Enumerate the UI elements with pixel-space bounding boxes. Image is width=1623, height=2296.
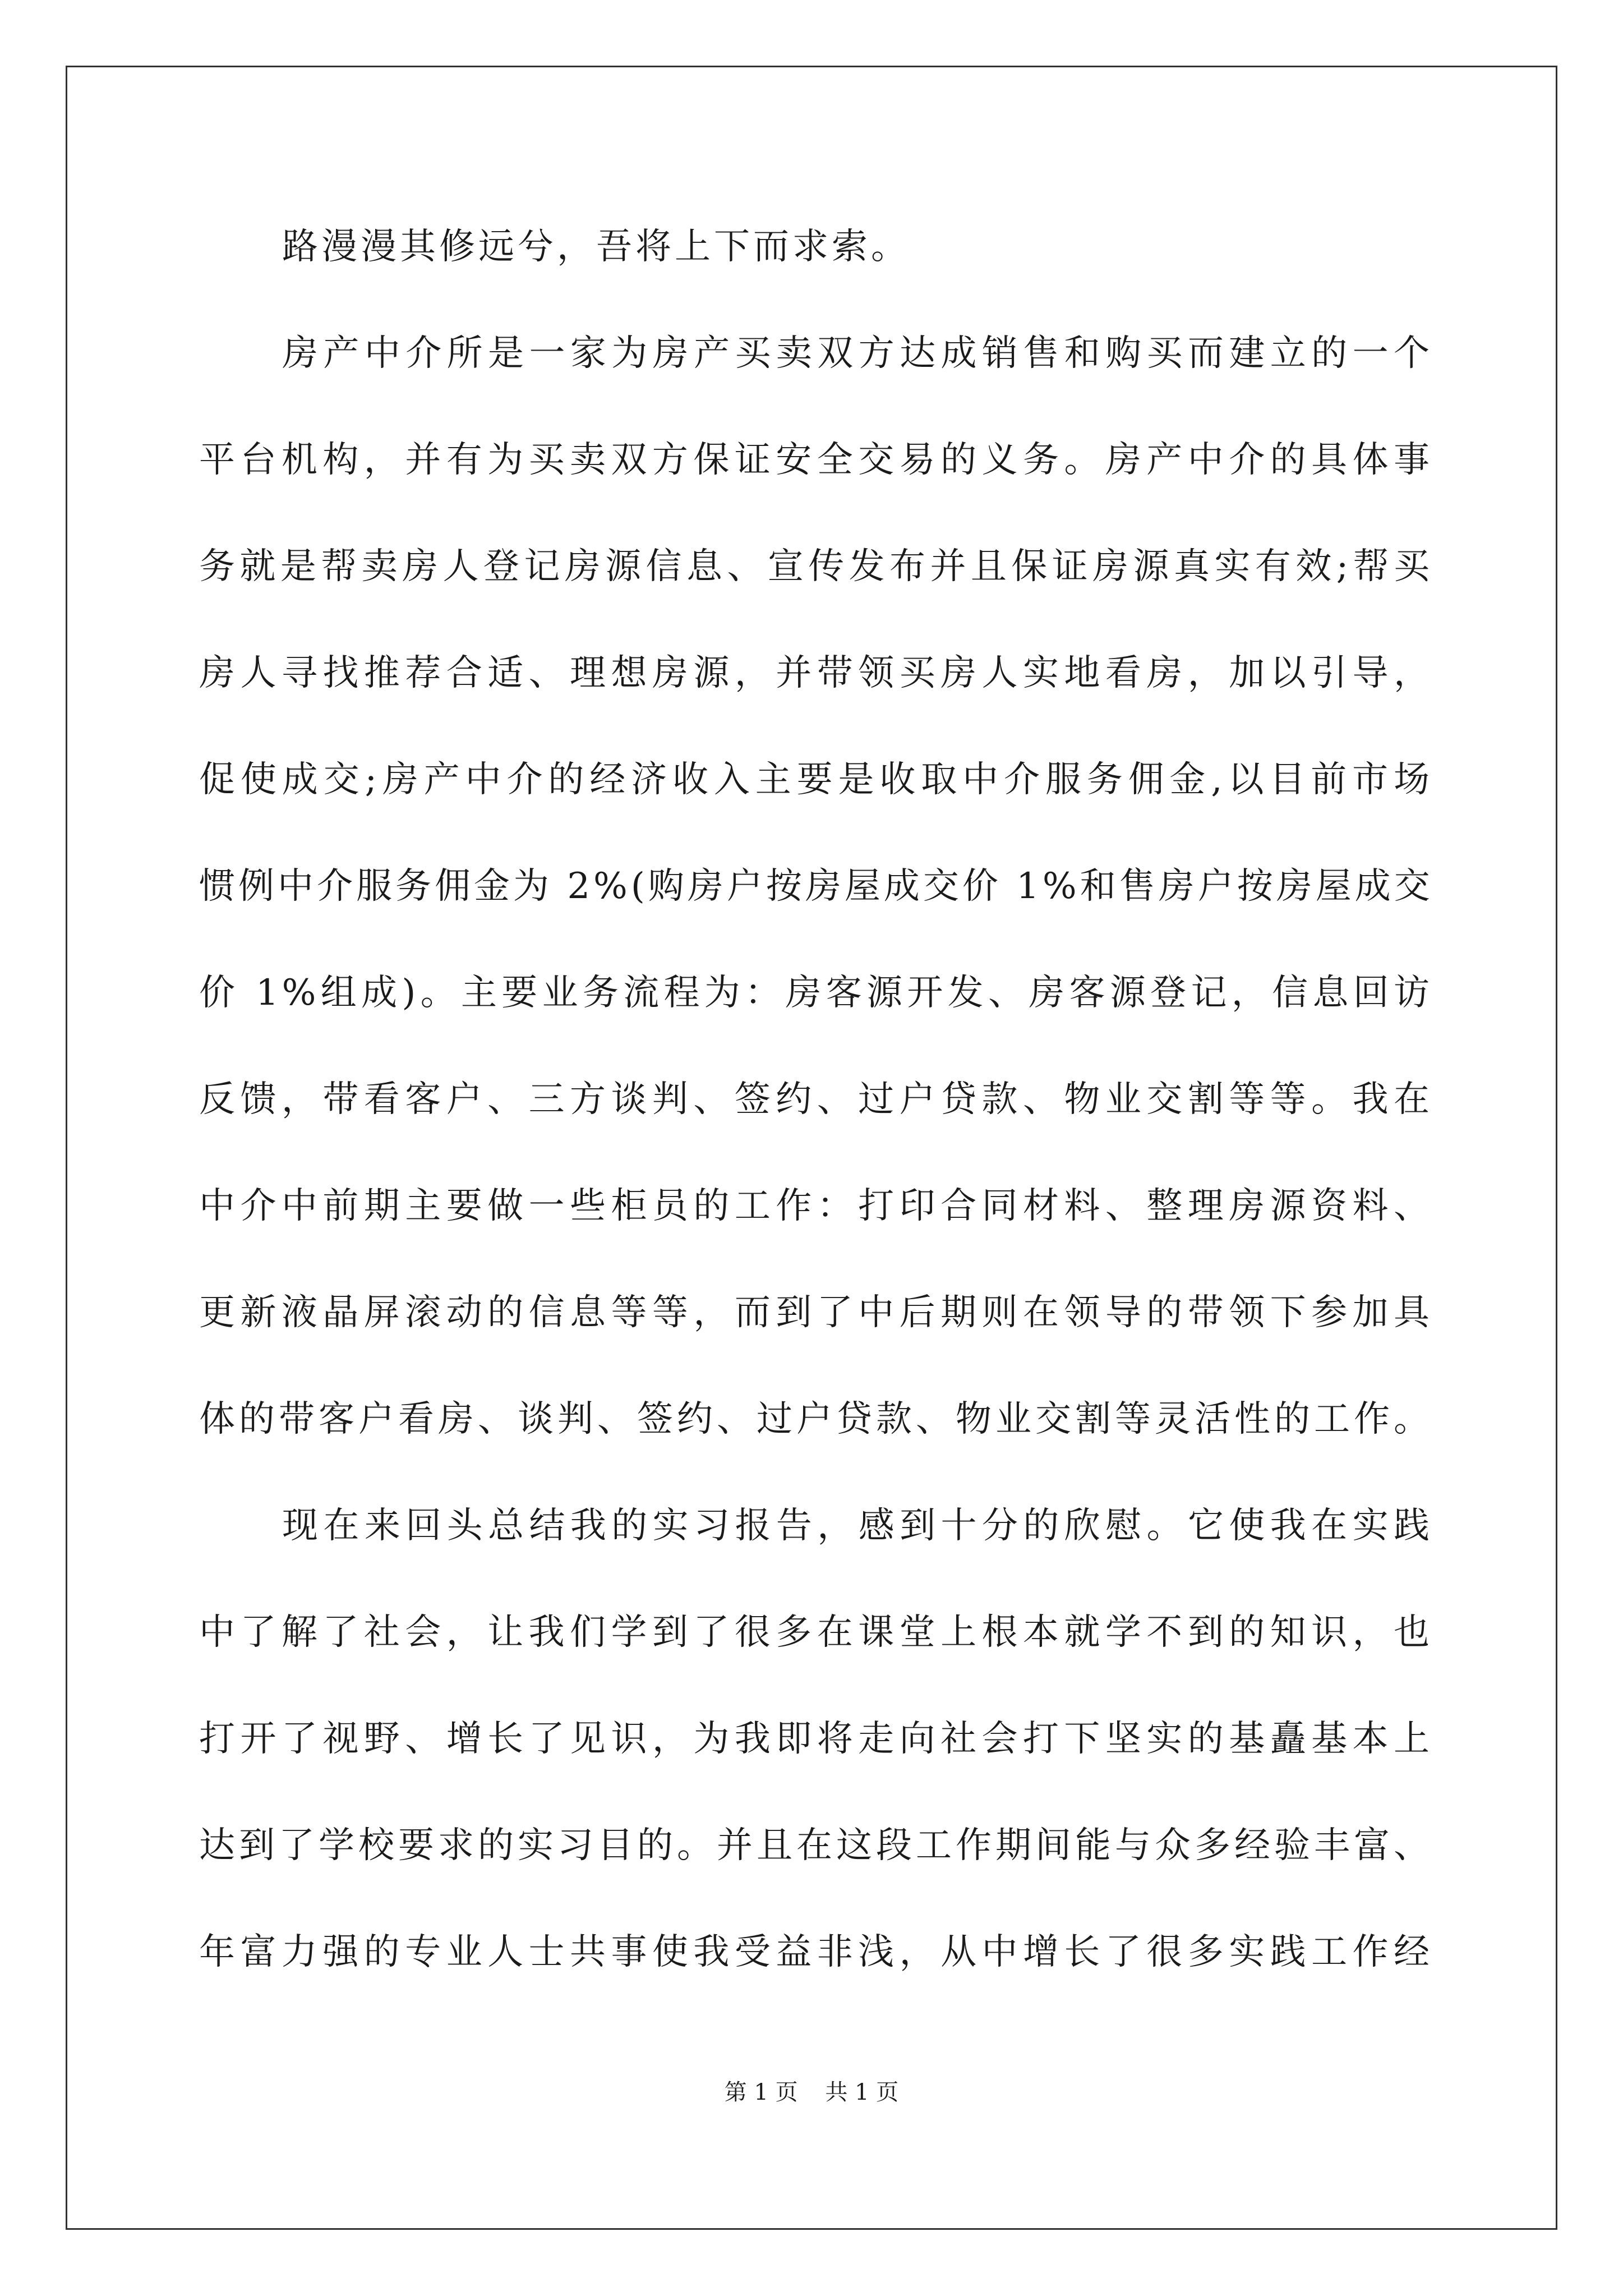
text-line: 价 1%组成)。主要业务流程为：房客源开发、房客源登记，信息回访 xyxy=(199,972,1433,1014)
text-line: 促使成交;房产中介的经济收入主要是收取中介服务佣金,以目前市场 xyxy=(199,759,1433,800)
page-footer xyxy=(0,2078,1623,2106)
text-line: 反馈，带看客户、三方谈判、签约、过户贷款、物业交割等等。我在 xyxy=(199,1079,1433,1120)
document-body xyxy=(199,216,1433,2028)
page-number-total: 共 1 页 xyxy=(825,2079,899,2105)
text-line: 房人寻找推荐合适、理想房源，并带领买房人实地看房，加以引导， xyxy=(199,652,1433,694)
text-line: 惯例中介服务佣金为 2%(购房户按房屋成交价 1%和售房户按房屋成交 xyxy=(199,866,1433,907)
text-line: 达到了学校要求的实习目的。并且在这段工作期间能与众多经验丰富、 xyxy=(199,1825,1433,1866)
text-line: 打开了视野、增长了见识，为我即将走向社会打下坚实的基矗基本上 xyxy=(199,1718,1433,1760)
text-line: 现在来回头总结我的实习报告，感到十分的欣慰。它使我在实践 xyxy=(282,1505,1433,1547)
text-line: 体的带客户看房、谈判、签约、过户贷款、物业交割等灵活性的工作。 xyxy=(199,1398,1433,1440)
text-line: 房产中介所是一家为房产买卖双方达成销售和购买而建立的一个 xyxy=(282,333,1433,374)
text-line: 中介中前期主要做一些柜员的工作：打印合同材料、整理房源资料、 xyxy=(199,1185,1433,1227)
text-line: 中了解了社会，让我们学到了很多在课堂上根本就学不到的知识，也 xyxy=(199,1612,1433,1653)
text-line: 年富力强的专业人士共事使我受益非浅，从中增长了很多实践工作经 xyxy=(199,1931,1433,1973)
page-number-current: 第 1 页 xyxy=(724,2079,798,2105)
text-line: 更新液晶屏滚动的信息等等，而到了中后期则在领导的带领下参加具 xyxy=(199,1292,1433,1333)
text-line: 平台机构，并有为买卖双方保证安全交易的义务。房产中介的具体事 xyxy=(199,439,1433,481)
text-line: 路漫漫其修远兮，吾将上下而求索。 xyxy=(282,226,910,268)
text-line: 务就是帮卖房人登记房源信息、宣传发布并且保证房源真实有效;帮买 xyxy=(199,546,1433,587)
